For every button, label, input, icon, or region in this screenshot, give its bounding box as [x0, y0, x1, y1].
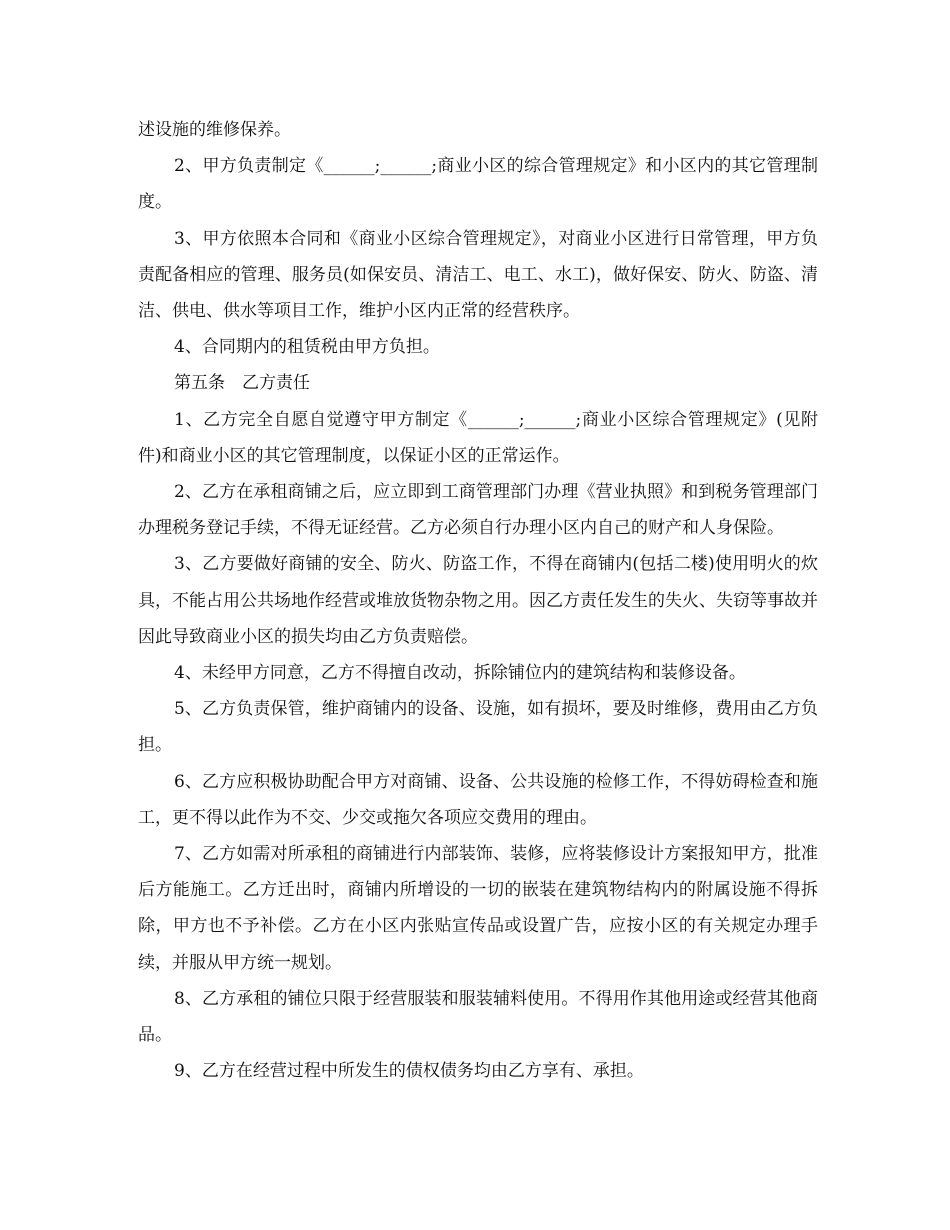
paragraph-article5-clause-5: 5、乙方负责保管，维护商铺内的设备、设施，如有损坏，要及时维修，费用由乙方负担。: [138, 699, 818, 756]
paragraph-clause-3: 3、甲方依照本合同和《商业小区综合管理规定》，对商业小区进行日常管理，甲方负责配备相应的管理、服务员(如保安员、清洁工、电工、水工)，做好保安、防火、防盗、清洁、供电、供水等项目工作，维护小区内正常的经营秩序。: [138, 228, 818, 322]
paragraph-article5-clause-8: 8、乙方承租的铺位只限于经营服装和服装辅料使用。不得用作其他用途或经营其他商品。: [138, 988, 818, 1046]
paragraph-clause-2: 2、甲方负责制定《______;______;商业小区的综合管理规定》和小区内的其它管理制度。: [138, 156, 818, 213]
paragraph-article5-clause-4: 4、未经甲方同意，乙方不得擅自改动，拆除铺位内的建筑结构和装修设备。: [174, 663, 746, 684]
paragraph-article5-clause-6: 6、乙方应积极协助配合甲方对商铺、设备、公共设施的检修工作，不得妨碍检查和施工，更不得以此作为不交、少交或拖欠各项应交费用的理由。: [138, 771, 818, 828]
paragraph-article5-clause-9: 9、乙方在经营过程中所发生的债权债务均由乙方享有、承担。: [174, 1061, 644, 1082]
paragraph-article5-clause-3: 3、乙方要做好商铺的安全、防火、防盗工作，不得在商铺内(包括二楼)使用明火的炊具，不能占用公共场地作经营或堆放货物杂物之用。因乙方责任发生的失火、失窃等事故并因此导致商业小区的损失均由乙方负责赔偿。: [138, 554, 818, 647]
paragraph-article5-clause-2: 2、乙方在承租商铺之后，应立即到工商管理部门办理《营业执照》和到税务管理部门办理税务登记手续，不得无证经营。乙方必须自行办理小区内自己的财产和人身保险。: [138, 482, 818, 539]
paragraph-continuation: 述设施的维修保养。: [138, 120, 291, 140]
paragraph-article5-clause-1: 1、乙方完全自愿自觉遵守甲方制定《______;______;商业小区综合管理规定》(见附件)和商业小区的其它管理制度，以保证小区的正常运作。: [138, 409, 818, 466]
paragraph-clause-4: 4、合同期内的租赁税由甲方负担。: [174, 337, 440, 358]
section-heading-article-5: 第五条 乙方责任: [174, 373, 310, 394]
document-body: [138, 112, 818, 1089]
paragraph-article5-clause-7: 7、乙方如需对所承租的商铺进行内部装饰、装修，应将装修设计方案报知甲方，批准后方能施工。乙方迁出时，商铺内所增设的一切的嵌装在建筑物结构内的附属设施不得拆除，甲方也不予补偿。乙方在小区内张贴宣传品或设置广告，应按小区的有关规定办理手续，并服从甲方统一规划。: [138, 844, 818, 973]
